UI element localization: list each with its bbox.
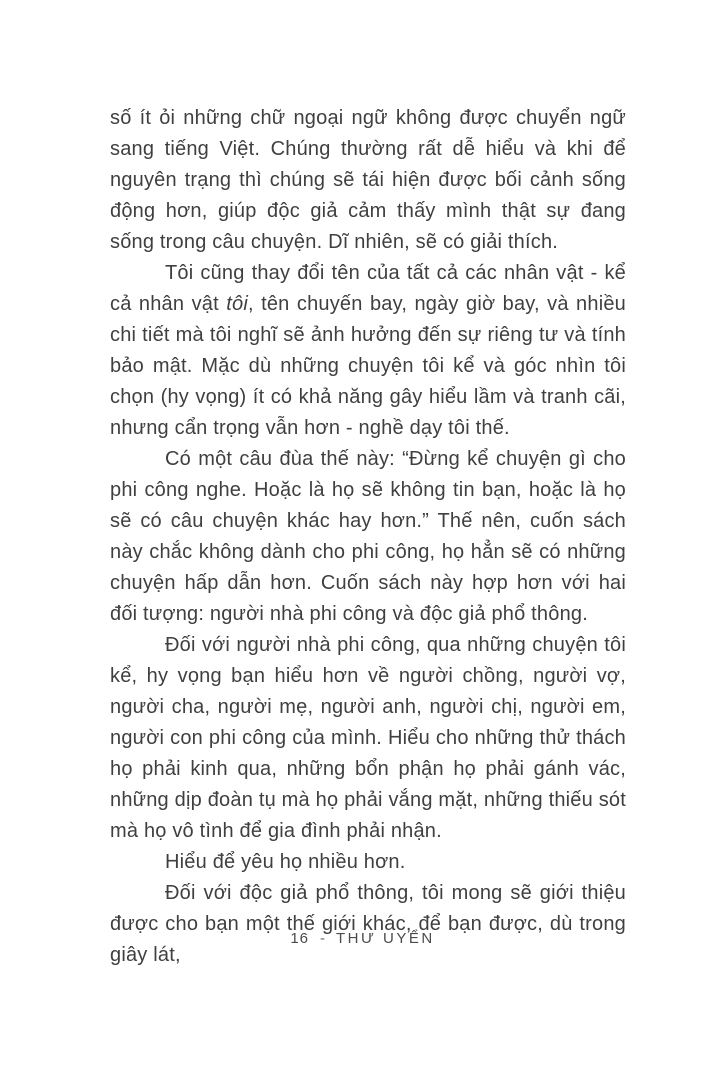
body-text-block [110,103,626,971]
paragraph-2-italic-word: tôi [226,293,248,315]
paragraph-3: Có một câu đùa thế này: “Đừng kể chuyện gì cho phi công nghe. Hoặc là họ sẽ không tin bạn, hoặc là họ sẽ có câu chuyện khác hay hơn.” Thế nên, cuốn sách này chắc không dành cho phi công, họ hẳn sẽ có những chuyện hấp dẫn hơn. Cuốn sách này hợp hơn với hai đối tượng: người nhà phi công và độc giả phổ thông. [110,448,626,625]
book-title: THƯ UYỂN [336,930,435,947]
paragraph-5: Hiểu để yêu họ nhiều hơn. [165,851,406,873]
paragraph-2-after-italic: , tên chuyến bay, ngày giờ bay, và nhiều chi tiết mà tôi nghĩ sẽ ảnh hưởng đến sự riêng tư và tính bảo mật. Mặc dù những chuyện tôi kể và góc nhìn tôi chọn (hy vọng) ít có khả năng gây hiểu lầm và tranh cãi, nhưng cẩn trọng vẫn hơn - nghề dạy tôi thế. [110,293,626,439]
paragraph-1: số ít ỏi những chữ ngoại ngữ không được chuyển ngữ sang tiếng Việt. Chúng thường rất dễ hiểu và khi để nguyên trạng thì chúng sẽ tái hiện được bối cảnh sống động hơn, giúp độc giả cảm thấy mình thật sự đang sống trong câu chuyện. Dĩ nhiên, sẽ có giải thích. [110,107,626,253]
paragraph-4: Đối với người nhà phi công, qua những chuyện tôi kể, hy vọng bạn hiểu hơn về người chồng, người vợ, người cha, người mẹ, người anh, người chị, người em, người con phi công của mình. Hiểu cho những thử thách họ phải kinh qua, những bổn phận họ phải gánh vác, những dịp đoàn tụ mà họ phải vắng mặt, những thiếu sót mà họ vô tình để gia đình phải nhận. [110,634,626,842]
paragraph-2-before-italic: Tôi cũng thay đổi tên của tất cả các nhân vật - kể cả nhân vật [110,262,626,315]
page-footer [0,930,725,947]
page-number: 16 [290,930,310,947]
paragraph-2 [110,258,626,444]
footer-separator: - [320,930,326,947]
paragraph-6: Đối với độc giả phổ thông, tôi mong sẽ giới thiệu được cho bạn một thế giới khác, để bạn được, dù trong giây lát, [110,882,626,966]
